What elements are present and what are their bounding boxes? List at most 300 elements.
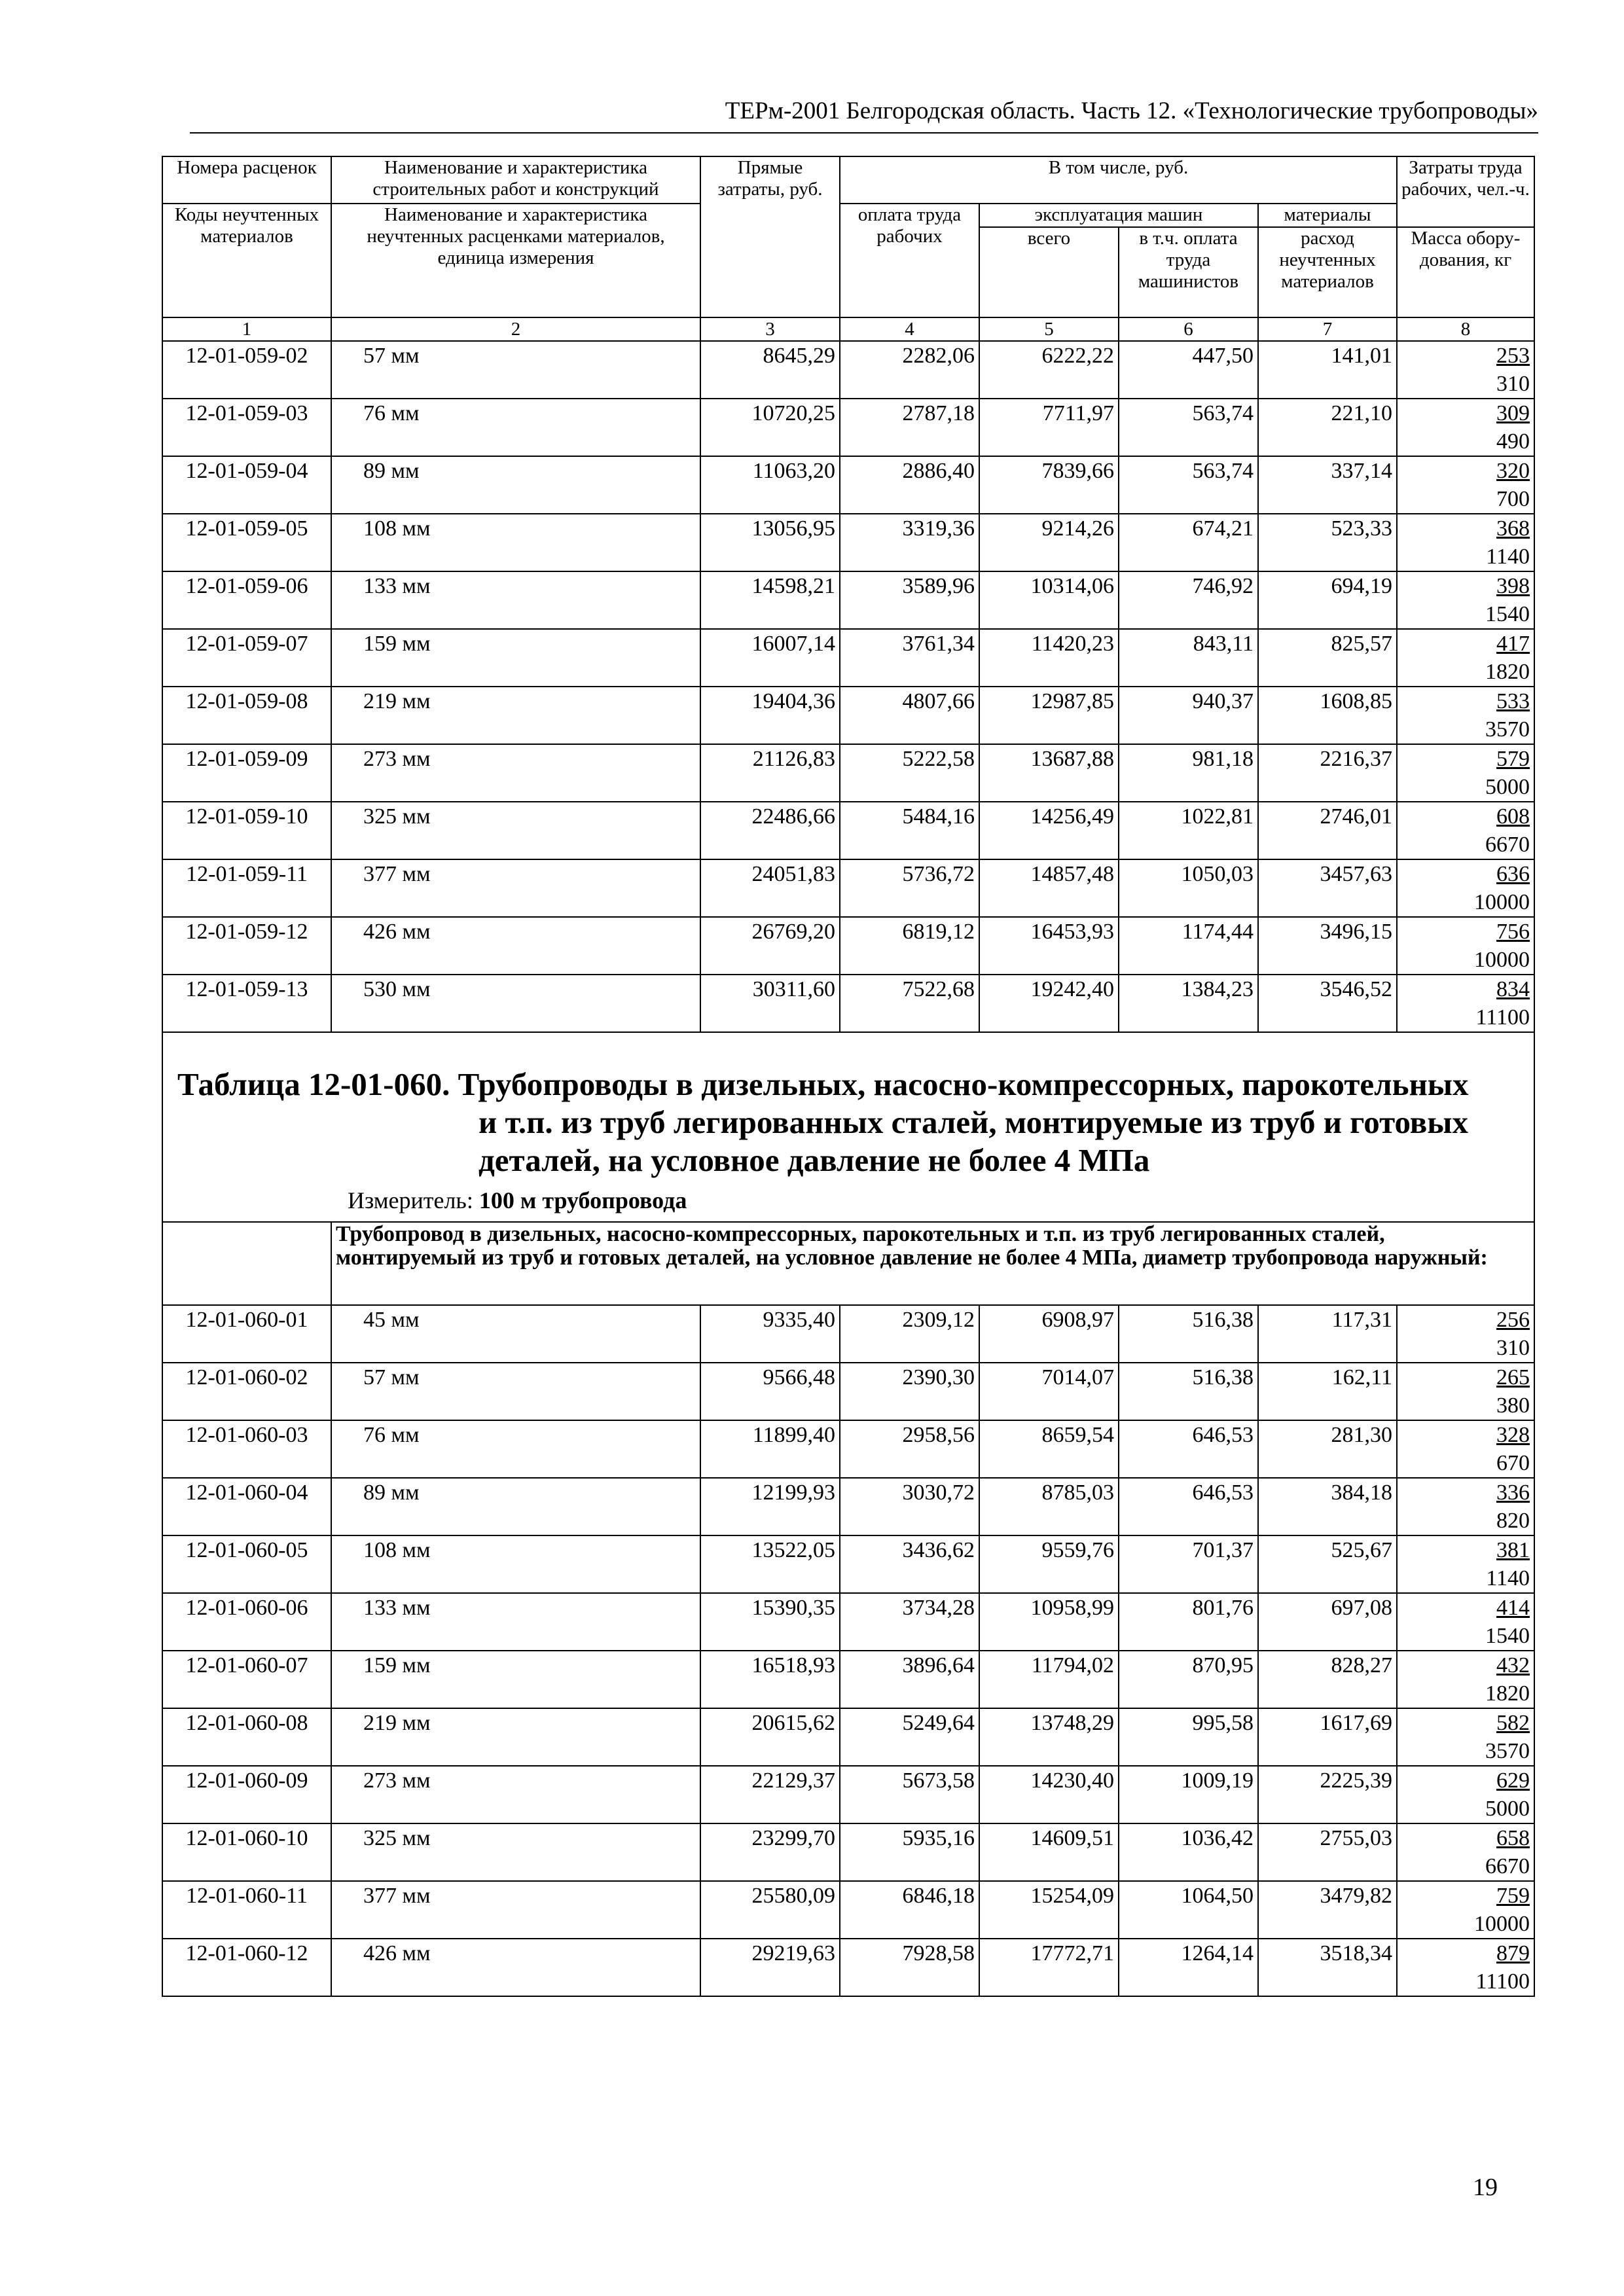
materials-cost: 221,10	[1258, 399, 1397, 456]
machines-total: 14857,48	[979, 859, 1119, 917]
equipment-mass: 5000	[1485, 775, 1530, 799]
materials-cost: 1608,85	[1258, 687, 1397, 744]
work-name: 159 мм	[331, 629, 700, 687]
direct-costs: 21126,83	[700, 744, 840, 802]
direct-costs: 22486,66	[700, 802, 840, 859]
direct-costs: 11063,20	[700, 456, 840, 514]
machines-total: 17772,71	[979, 1939, 1119, 1996]
rate-code: 12-01-059-04	[162, 456, 331, 514]
labor-hours: 834	[1496, 977, 1530, 1001]
work-name: 530 мм	[331, 975, 700, 1032]
labor-and-mass	[1397, 1651, 1534, 1708]
worker-pay: 5673,58	[840, 1766, 979, 1823]
rate-code: 12-01-059-07	[162, 629, 331, 687]
labor-and-mass	[1397, 1420, 1534, 1478]
labor-and-mass	[1397, 1766, 1534, 1823]
machines-total: 9559,76	[979, 1535, 1119, 1593]
labor-and-mass	[1397, 1478, 1534, 1535]
table2-meter	[348, 1187, 687, 1213]
direct-costs: 8645,29	[700, 341, 840, 399]
machinist-pay: 563,74	[1119, 456, 1258, 514]
header-material-codes: Коды неучтенных материалов	[162, 204, 331, 317]
header-unaccounted-materials: расход неучтенных материалов	[1258, 227, 1397, 317]
materials-cost: 2755,03	[1258, 1823, 1397, 1881]
worker-pay: 5484,16	[840, 802, 979, 859]
materials-cost: 2746,01	[1258, 802, 1397, 859]
equipment-mass: 1140	[1486, 1566, 1530, 1590]
machinist-pay: 674,21	[1119, 514, 1258, 571]
machinist-pay: 447,50	[1119, 341, 1258, 399]
column-numbers-row	[162, 317, 1534, 341]
rate-code: 12-01-060-10	[162, 1823, 331, 1881]
table-row	[162, 975, 1534, 1032]
column-number: 3	[700, 317, 840, 341]
direct-costs: 20615,62	[700, 1708, 840, 1766]
materials-cost: 523,33	[1258, 514, 1397, 571]
work-name: 273 мм	[331, 744, 700, 802]
worker-pay: 3030,72	[840, 1478, 979, 1535]
header-including: В том числе, руб.	[840, 156, 1397, 204]
machines-total: 14230,40	[979, 1766, 1119, 1823]
rate-code: 12-01-059-02	[162, 341, 331, 399]
rate-code: 12-01-059-06	[162, 571, 331, 629]
machines-total: 15254,09	[979, 1881, 1119, 1939]
direct-costs: 25580,09	[700, 1881, 840, 1939]
machines-total: 14609,51	[979, 1823, 1119, 1881]
equipment-mass: 10000	[1474, 890, 1530, 914]
labor-and-mass	[1397, 1535, 1534, 1593]
worker-pay: 3589,96	[840, 571, 979, 629]
equipment-mass: 3570	[1485, 1739, 1530, 1763]
machinist-pay: 646,53	[1119, 1478, 1258, 1535]
rate-code: 12-01-060-09	[162, 1766, 331, 1823]
header-machines-total: всего	[979, 227, 1119, 317]
labor-and-mass	[1397, 571, 1534, 629]
equipment-mass: 3570	[1485, 717, 1530, 742]
table2-title-line: деталей, на условное давление не более 4 МПа	[478, 1142, 1150, 1178]
worker-pay: 3896,64	[840, 1651, 979, 1708]
rate-code: 12-01-059-08	[162, 687, 331, 744]
machines-total: 13687,88	[979, 744, 1119, 802]
equipment-mass: 6670	[1485, 833, 1530, 857]
materials-cost: 141,01	[1258, 341, 1397, 399]
direct-costs: 11899,40	[700, 1420, 840, 1478]
labor-hours: 336	[1496, 1480, 1530, 1505]
machinist-pay: 746,92	[1119, 571, 1258, 629]
table-row	[162, 859, 1534, 917]
rate-code: 12-01-059-12	[162, 917, 331, 975]
labor-hours: 381	[1496, 1538, 1530, 1562]
labor-hours: 309	[1496, 401, 1530, 425]
machines-total: 9214,26	[979, 514, 1119, 571]
materials-cost: 384,18	[1258, 1478, 1397, 1535]
labor-hours: 320	[1496, 459, 1530, 483]
page-number: 19	[1473, 2174, 1498, 2201]
header-materials: материалы	[1258, 204, 1397, 227]
labor-hours: 417	[1496, 632, 1530, 656]
machines-total: 8659,54	[979, 1420, 1119, 1478]
materials-cost: 337,14	[1258, 456, 1397, 514]
labor-and-mass	[1397, 859, 1534, 917]
labor-hours: 759	[1496, 1884, 1530, 1908]
work-name: 57 мм	[331, 341, 700, 399]
work-name: 325 мм	[331, 1823, 700, 1881]
direct-costs: 14598,21	[700, 571, 840, 629]
work-name: 133 мм	[331, 571, 700, 629]
table-row	[162, 1651, 1534, 1708]
labor-hours: 608	[1496, 804, 1530, 829]
labor-hours: 533	[1496, 689, 1530, 713]
table-row	[162, 744, 1534, 802]
table-row	[162, 571, 1534, 629]
labor-hours: 432	[1496, 1653, 1530, 1677]
column-number: 2	[331, 317, 700, 341]
work-name: 325 мм	[331, 802, 700, 859]
machinist-pay: 646,53	[1119, 1420, 1258, 1478]
machines-total: 7014,07	[979, 1363, 1119, 1420]
rates-table	[162, 156, 1535, 1997]
rate-code: 12-01-060-04	[162, 1478, 331, 1535]
machines-total: 19242,40	[979, 975, 1119, 1032]
labor-hours: 328	[1496, 1423, 1530, 1447]
equipment-mass: 310	[1496, 1336, 1530, 1360]
table-row	[162, 341, 1534, 399]
table-row	[162, 687, 1534, 744]
direct-costs: 22129,37	[700, 1766, 840, 1823]
machines-total: 6222,22	[979, 341, 1119, 399]
labor-hours: 658	[1496, 1826, 1530, 1850]
table-row	[162, 1535, 1534, 1593]
direct-costs: 24051,83	[700, 859, 840, 917]
rate-code: 12-01-060-08	[162, 1708, 331, 1766]
materials-cost: 825,57	[1258, 629, 1397, 687]
materials-cost: 3479,82	[1258, 1881, 1397, 1939]
machinist-pay: 995,58	[1119, 1708, 1258, 1766]
work-name: 89 мм	[331, 1478, 700, 1535]
machines-total: 11794,02	[979, 1651, 1119, 1708]
meter-label: Измеритель:	[348, 1187, 473, 1213]
equipment-mass: 310	[1496, 372, 1530, 396]
materials-cost: 525,67	[1258, 1535, 1397, 1593]
labor-and-mass	[1397, 687, 1534, 744]
table2-title-row	[162, 1032, 1534, 1222]
machinist-pay: 843,11	[1119, 629, 1258, 687]
rate-code: 12-01-060-06	[162, 1593, 331, 1651]
materials-cost: 828,27	[1258, 1651, 1397, 1708]
rate-code: 12-01-059-11	[162, 859, 331, 917]
table-row	[162, 1766, 1534, 1823]
table-row	[162, 629, 1534, 687]
direct-costs: 12199,93	[700, 1478, 840, 1535]
labor-and-mass	[1397, 1939, 1534, 1996]
machinist-pay: 801,76	[1119, 1593, 1258, 1651]
labor-and-mass	[1397, 1823, 1534, 1881]
work-name: 76 мм	[331, 1420, 700, 1478]
direct-costs: 16007,14	[700, 629, 840, 687]
column-number: 7	[1258, 317, 1397, 341]
labor-hours: 629	[1496, 1768, 1530, 1793]
labor-hours: 398	[1496, 574, 1530, 598]
equipment-mass: 1540	[1485, 1624, 1530, 1648]
labor-hours: 414	[1496, 1596, 1530, 1620]
worker-pay: 2958,56	[840, 1420, 979, 1478]
worker-pay: 7928,58	[840, 1939, 979, 1996]
table-row	[162, 1305, 1534, 1363]
labor-and-mass	[1397, 802, 1534, 859]
equipment-mass: 380	[1496, 1393, 1530, 1418]
worker-pay: 5249,64	[840, 1708, 979, 1766]
direct-costs: 26769,20	[700, 917, 840, 975]
worker-pay: 6819,12	[840, 917, 979, 975]
equipment-mass: 10000	[1474, 1912, 1530, 1936]
direct-costs: 15390,35	[700, 1593, 840, 1651]
meter-value: 100 м трубопровода	[478, 1187, 687, 1213]
machines-total: 12987,85	[979, 687, 1119, 744]
machines-total: 10314,06	[979, 571, 1119, 629]
labor-and-mass	[1397, 1593, 1534, 1651]
machines-total: 8785,03	[979, 1478, 1119, 1535]
work-name: 108 мм	[331, 1535, 700, 1593]
worker-pay: 2390,30	[840, 1363, 979, 1420]
table-row	[162, 1593, 1534, 1651]
machinist-pay: 1064,50	[1119, 1881, 1258, 1939]
rate-code: 12-01-060-01	[162, 1305, 331, 1363]
worker-pay: 5736,72	[840, 859, 979, 917]
direct-costs: 29219,63	[700, 1939, 840, 1996]
labor-hours: 253	[1496, 344, 1530, 368]
work-name: 377 мм	[331, 1881, 700, 1939]
direct-costs: 13056,95	[700, 514, 840, 571]
equipment-mass: 11100	[1475, 1005, 1530, 1030]
materials-cost: 3518,34	[1258, 1939, 1397, 1996]
equipment-mass: 700	[1496, 487, 1530, 511]
column-number: 5	[979, 317, 1119, 341]
equipment-mass: 5000	[1485, 1797, 1530, 1821]
equipment-mass: 6670	[1485, 1854, 1530, 1878]
materials-cost: 281,30	[1258, 1420, 1397, 1478]
machinist-pay: 516,38	[1119, 1363, 1258, 1420]
labor-and-mass	[1397, 341, 1534, 399]
table-row	[162, 399, 1534, 456]
machinist-pay: 1384,23	[1119, 975, 1258, 1032]
column-number: 8	[1397, 317, 1534, 341]
worker-pay: 6846,18	[840, 1881, 979, 1939]
work-name: 219 мм	[331, 687, 700, 744]
materials-cost: 117,31	[1258, 1305, 1397, 1363]
labor-and-mass	[1397, 975, 1534, 1032]
materials-cost: 162,11	[1258, 1363, 1397, 1420]
header-worker-pay: оплата труда рабочих	[840, 204, 979, 317]
machinist-pay: 701,37	[1119, 1535, 1258, 1593]
header-equipment-mass: Масса обору-дования, кг	[1397, 227, 1534, 317]
machines-total: 6908,97	[979, 1305, 1119, 1363]
table-row	[162, 514, 1534, 571]
section-row	[162, 1222, 1534, 1305]
direct-costs: 10720,25	[700, 399, 840, 456]
equipment-mass: 670	[1496, 1451, 1530, 1475]
header-labor-hours: Затраты труда рабочих, чел.-ч.	[1397, 156, 1534, 227]
labor-hours: 582	[1496, 1711, 1530, 1735]
machinist-pay: 516,38	[1119, 1305, 1258, 1363]
worker-pay: 2787,18	[840, 399, 979, 456]
work-name: 57 мм	[331, 1363, 700, 1420]
machines-total: 7711,97	[979, 399, 1119, 456]
equipment-mass: 11100	[1475, 1969, 1530, 1994]
labor-and-mass	[1397, 1708, 1534, 1766]
rate-code: 12-01-060-12	[162, 1939, 331, 1996]
labor-and-mass	[1397, 744, 1534, 802]
materials-cost: 697,08	[1258, 1593, 1397, 1651]
work-name: 76 мм	[331, 399, 700, 456]
worker-pay: 4807,66	[840, 687, 979, 744]
equipment-mass: 1820	[1485, 660, 1530, 684]
direct-costs: 9566,48	[700, 1363, 840, 1420]
table-row	[162, 1823, 1534, 1881]
worker-pay: 5222,58	[840, 744, 979, 802]
labor-and-mass	[1397, 514, 1534, 571]
equipment-mass: 1540	[1485, 602, 1530, 626]
materials-cost: 3457,63	[1258, 859, 1397, 917]
work-name: 426 мм	[331, 917, 700, 975]
labor-hours: 368	[1496, 516, 1530, 541]
equipment-mass: 1820	[1485, 1681, 1530, 1706]
worker-pay: 2282,06	[840, 341, 979, 399]
work-name: 219 мм	[331, 1708, 700, 1766]
labor-and-mass	[1397, 917, 1534, 975]
direct-costs: 19404,36	[700, 687, 840, 744]
machinist-pay: 563,74	[1119, 399, 1258, 456]
table-row	[162, 1363, 1534, 1420]
section-spacer	[162, 1222, 331, 1305]
rate-code: 12-01-060-03	[162, 1420, 331, 1478]
labor-hours: 256	[1496, 1308, 1530, 1332]
equipment-mass: 1140	[1486, 545, 1530, 569]
machines-total: 16453,93	[979, 917, 1119, 975]
direct-costs: 16518,93	[700, 1651, 840, 1708]
machines-total: 14256,49	[979, 802, 1119, 859]
rate-code: 12-01-059-03	[162, 399, 331, 456]
table-row	[162, 1881, 1534, 1939]
header-machinist-pay: в т.ч. оплата труда машинистов	[1119, 227, 1258, 317]
labor-and-mass	[1397, 629, 1534, 687]
section-heading: Трубопровод в дизельных, насосно-компрессорных, парокотельных и т.п. из труб легированных сталей, монтируемый из труб и готовых деталей, на условное давление не более 4 МПа, диаметр трубопровода наружный:	[331, 1222, 1534, 1305]
machines-total: 11420,23	[979, 629, 1119, 687]
materials-cost: 3546,52	[1258, 975, 1397, 1032]
header-direct-costs: Прямые затраты, руб.	[700, 156, 840, 317]
table2-title-line: и т.п. из труб легированных сталей, монтируемые из труб и готовых	[478, 1104, 1468, 1140]
labor-hours: 636	[1496, 862, 1530, 886]
table-row	[162, 802, 1534, 859]
labor-hours: 265	[1496, 1365, 1530, 1390]
machines-total: 13748,29	[979, 1708, 1119, 1766]
rate-code: 12-01-059-09	[162, 744, 331, 802]
worker-pay: 2309,12	[840, 1305, 979, 1363]
worker-pay: 3319,36	[840, 514, 979, 571]
direct-costs: 30311,60	[700, 975, 840, 1032]
machinist-pay: 981,18	[1119, 744, 1258, 802]
machinist-pay: 1009,19	[1119, 1766, 1258, 1823]
direct-costs: 9335,40	[700, 1305, 840, 1363]
worker-pay: 3734,28	[840, 1593, 979, 1651]
table2-title-line: Таблица 12-01-060. Трубопроводы в дизельных, насосно-компрессорных, парокотельных	[177, 1066, 1469, 1102]
rate-code: 12-01-059-10	[162, 802, 331, 859]
machinist-pay: 1174,44	[1119, 917, 1258, 975]
direct-costs: 23299,70	[700, 1823, 840, 1881]
worker-pay: 7522,68	[840, 975, 979, 1032]
work-name: 377 мм	[331, 859, 700, 917]
column-number: 1	[162, 317, 331, 341]
machinist-pay: 940,37	[1119, 687, 1258, 744]
equipment-mass: 820	[1496, 1509, 1530, 1533]
table2-title	[177, 1066, 1526, 1179]
column-number: 4	[840, 317, 979, 341]
table-row	[162, 1478, 1534, 1535]
column-number: 6	[1119, 317, 1258, 341]
labor-and-mass	[1397, 1881, 1534, 1939]
table-row	[162, 1708, 1534, 1766]
work-name: 159 мм	[331, 1651, 700, 1708]
machinist-pay: 870,95	[1119, 1651, 1258, 1708]
table-row	[162, 1420, 1534, 1478]
labor-hours: 579	[1496, 747, 1530, 771]
labor-and-mass	[1397, 1363, 1534, 1420]
work-name: 426 мм	[331, 1939, 700, 1996]
labor-and-mass	[1397, 1305, 1534, 1363]
labor-and-mass	[1397, 456, 1534, 514]
rate-code: 12-01-059-13	[162, 975, 331, 1032]
machines-total: 7839,66	[979, 456, 1119, 514]
worker-pay: 5935,16	[840, 1823, 979, 1881]
table-row	[162, 917, 1534, 975]
work-name: 45 мм	[331, 1305, 700, 1363]
header-work-name: Наименование и характеристика строительных работ и конструкций	[331, 156, 700, 204]
equipment-mass: 490	[1496, 429, 1530, 454]
worker-pay: 2886,40	[840, 456, 979, 514]
rate-code: 12-01-060-07	[162, 1651, 331, 1708]
header-rate-numbers: Номера расценок	[162, 156, 331, 204]
materials-cost: 1617,69	[1258, 1708, 1397, 1766]
table2-title-cell	[162, 1032, 1534, 1222]
labor-hours: 756	[1496, 920, 1530, 944]
machinist-pay: 1022,81	[1119, 802, 1258, 859]
direct-costs: 13522,05	[700, 1535, 840, 1593]
work-name: 89 мм	[331, 456, 700, 514]
labor-hours: 879	[1496, 1941, 1530, 1965]
machinist-pay: 1036,42	[1119, 1823, 1258, 1881]
machinist-pay: 1050,03	[1119, 859, 1258, 917]
work-name: 108 мм	[331, 514, 700, 571]
table-row	[162, 456, 1534, 514]
work-name: 133 мм	[331, 1593, 700, 1651]
work-name: 273 мм	[331, 1766, 700, 1823]
worker-pay: 3761,34	[840, 629, 979, 687]
header-material-name: Наименование и характеристика неучтенных расценками материалов, единица измерения	[331, 204, 700, 317]
rate-code: 12-01-060-02	[162, 1363, 331, 1420]
labor-and-mass	[1397, 399, 1534, 456]
materials-cost: 694,19	[1258, 571, 1397, 629]
machines-total: 10958,99	[979, 1593, 1119, 1651]
rate-code: 12-01-060-05	[162, 1535, 331, 1593]
materials-cost: 2225,39	[1258, 1766, 1397, 1823]
running-header: ТЕРм-2001 Белгородская область. Часть 12. «Технологические трубопроводы»	[190, 98, 1538, 134]
rate-code: 12-01-059-05	[162, 514, 331, 571]
materials-cost: 2216,37	[1258, 744, 1397, 802]
machinist-pay: 1264,14	[1119, 1939, 1258, 1996]
worker-pay: 3436,62	[840, 1535, 979, 1593]
table-row	[162, 1939, 1534, 1996]
rate-code: 12-01-060-11	[162, 1881, 331, 1939]
equipment-mass: 10000	[1474, 948, 1530, 972]
